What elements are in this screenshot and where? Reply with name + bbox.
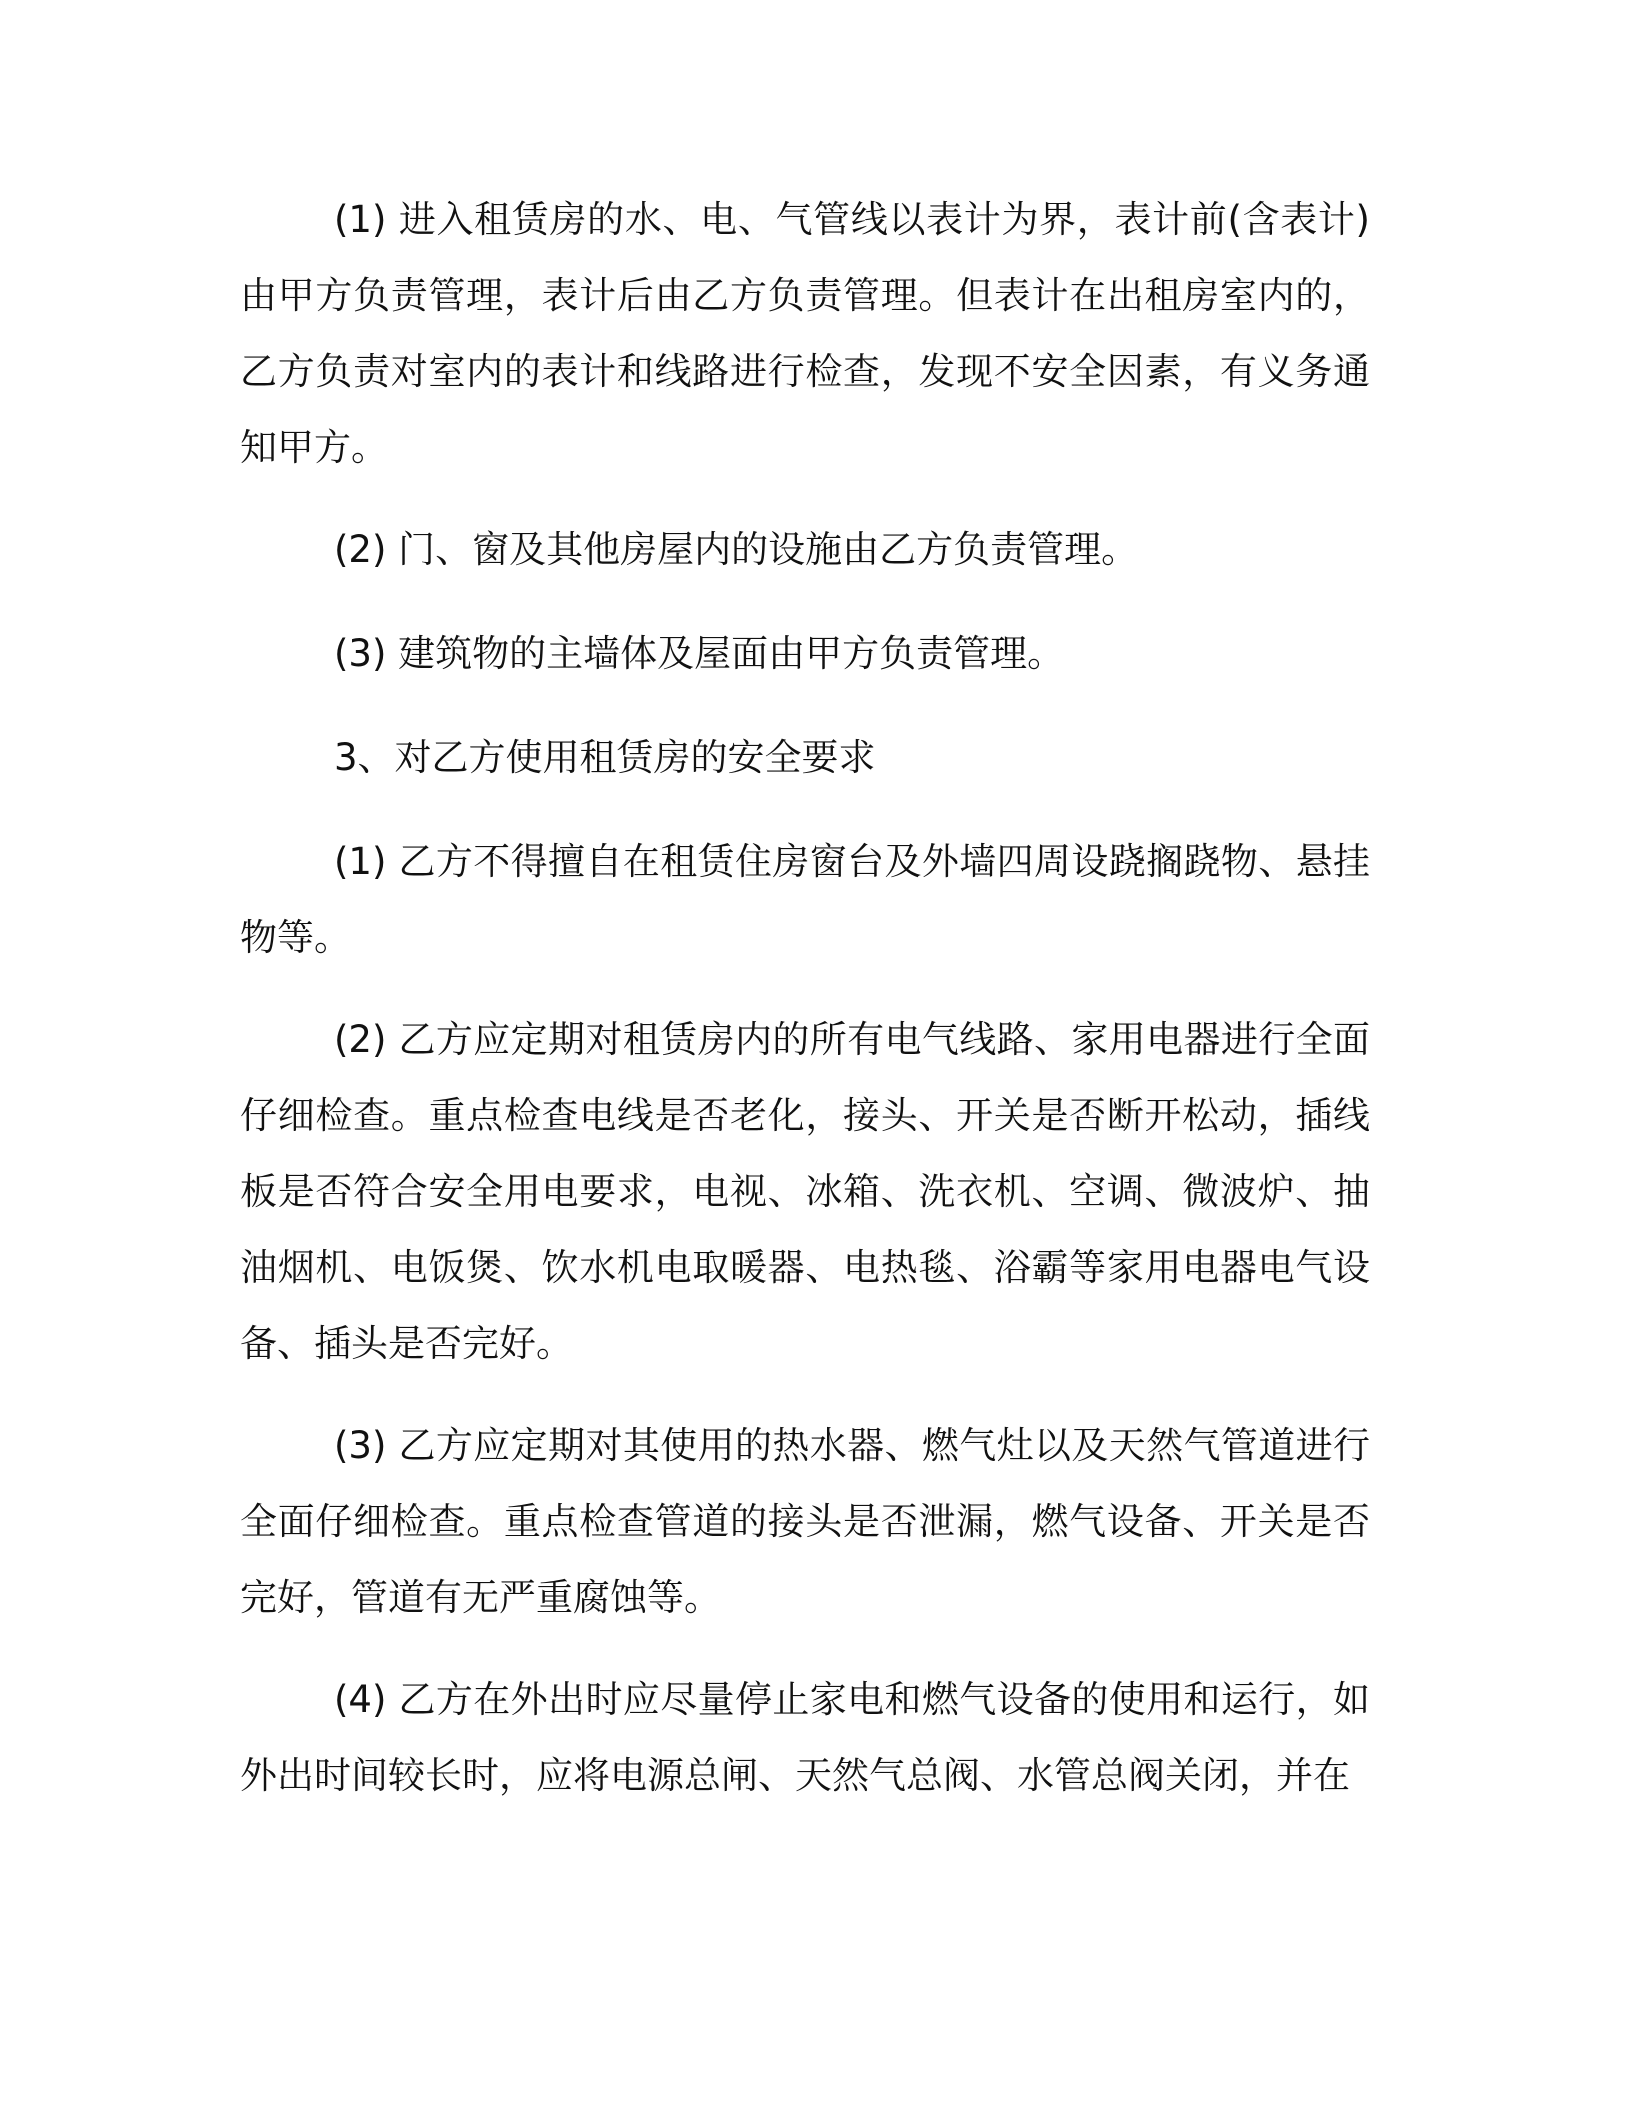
document-body	[240, 182, 1370, 1840]
paragraph-electrical-inspection: (2) 乙方应定期对租赁房内的所有电气线路、家用电器进行全面仔细检查。重点检查电线是否老化，接头、开关是否断开松动，插线板是否符合安全用电要求，电视、冰箱、洗衣机、空调、微波炉、抽油烟机、电饭煲、饮水机电取暖器、电热毯、浴霸等家用电器电气设备、插头是否完好。	[240, 1018, 1370, 1365]
paragraph-walls-roof: (3) 建筑物的主墙体及屋面由甲方负责管理。	[334, 632, 1065, 675]
section-heading-safety-requirements: 3、对乙方使用租赁房的安全要求	[334, 736, 876, 779]
paragraph-doors-windows: (2) 门、窗及其他房屋内的设施由乙方负责管理。	[334, 528, 1139, 571]
paragraph-utility-lines: (1) 进入租赁房的水、电、气管线以表计为界，表计前(含表计)由甲方负责管理，表计后由乙方负责管理。但表计在出租房室内的，乙方负责对室内的表计和线路进行检查，发现不安全因素，有义务通知甲方。	[240, 198, 1370, 469]
paragraph-window-objects: (1) 乙方不得擅自在租赁住房窗台及外墙四周设跷搁跷物、悬挂物等。	[240, 840, 1370, 959]
paragraph-gas-inspection: (3) 乙方应定期对其使用的热水器、燃气灶以及天然气管道进行全面仔细检查。重点检查管道的接头是否泄漏，燃气设备、开关是否完好，管道有无严重腐蚀等。	[240, 1424, 1370, 1619]
paragraph-away-shutdown: (4) 乙方在外出时应尽量停止家电和燃气设备的使用和运行，如外出时间较长时，应将电源总闸、天然气总阀、水管总阀关闭，并在	[240, 1678, 1370, 1797]
